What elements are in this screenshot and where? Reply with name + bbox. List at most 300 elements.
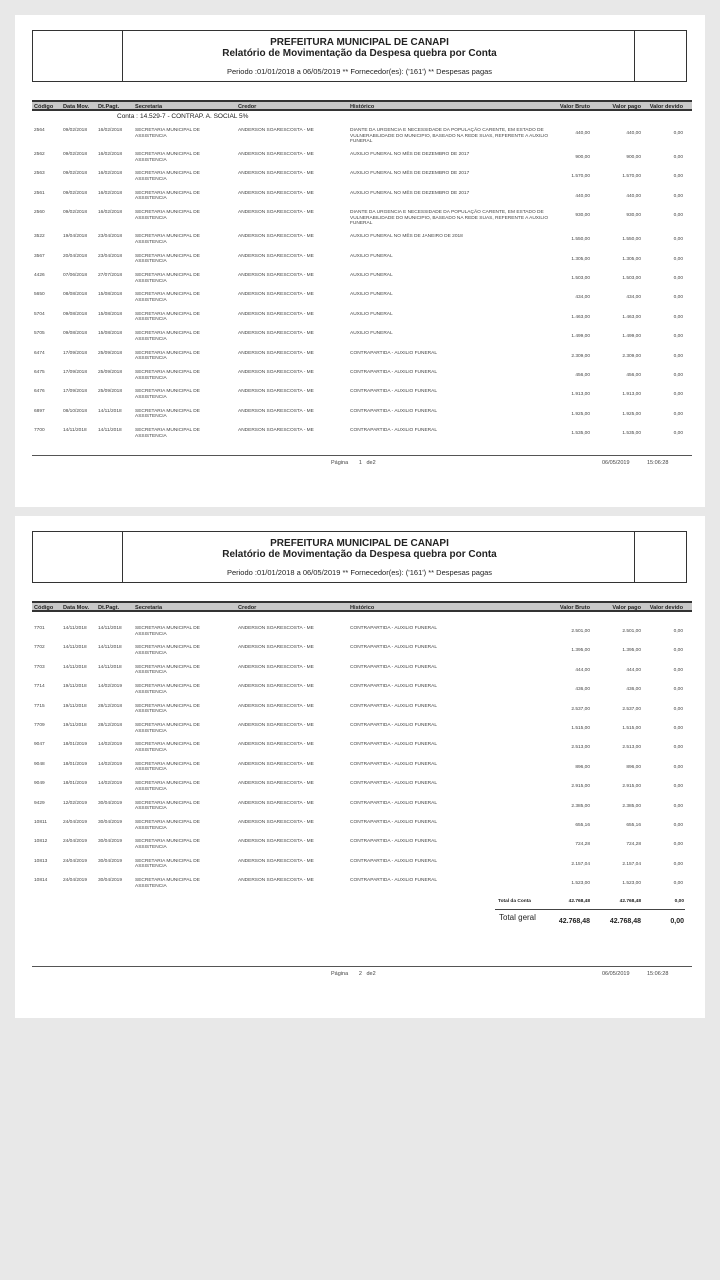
cell-dt-pagt: 16/02/2018 xyxy=(98,210,123,216)
table-row xyxy=(32,645,692,664)
cell-dt-pagt: 16/02/2018 xyxy=(98,152,123,157)
cell-dt-pagt: 14/02/2019 xyxy=(98,742,123,748)
cell-credor: ANDERSON SOARESCOSTA - ME xyxy=(238,626,314,631)
cell-credor: ANDERSON SOARESCOSTA - ME xyxy=(238,292,314,298)
table-row xyxy=(32,839,692,858)
total-conta-devido: 0,00 xyxy=(674,899,684,904)
cell-dt-pagt: 14/11/2018 xyxy=(98,664,122,670)
cell-codigo: 9048 xyxy=(34,761,45,767)
cell-credor: ANDERSON SOARESCOSTA - ME xyxy=(238,128,314,133)
cell-valor-bruto: 1.535,00 xyxy=(571,431,590,437)
cell-valor-bruto: 1.499,00 xyxy=(571,334,590,340)
cell-valor-devido: 0,00 xyxy=(673,372,683,378)
cell-dt-pagt: 30/04/2019 xyxy=(98,839,123,845)
total-conta-bruto: 42.768,48 xyxy=(568,899,590,904)
total-geral-bruto: 42.768,48 xyxy=(558,918,590,925)
cell-secretaria: SECRETARIA MUNICIPAL DE ASSISTENCIA xyxy=(135,234,200,245)
table-row xyxy=(32,312,692,331)
cell-secretaria: SECRETARIA MUNICIPAL DE ASSISTENCIA xyxy=(135,152,200,163)
cell-codigo: 3567 xyxy=(34,253,45,259)
cell-dt-pagt: 15/08/2018 xyxy=(98,292,123,298)
cell-historico: CONTRAPARTIDA - AUXILIO FUNERAL xyxy=(350,839,437,845)
table-row xyxy=(32,409,692,428)
table-body xyxy=(32,626,692,897)
cell-valor-bruto: 896,00 xyxy=(575,764,590,770)
cell-valor-devido: 0,00 xyxy=(673,822,683,828)
cell-data-mov: 24/04/2019 xyxy=(63,878,88,884)
cell-valor-pago: 436,00 xyxy=(626,687,641,693)
cell-secretaria: SECRETARIA MUNICIPAL DE ASSISTENCIA xyxy=(135,428,200,439)
cell-credor: ANDERSON SOARESCOSTA - ME xyxy=(238,703,314,709)
cell-codigo: 5704 xyxy=(34,311,45,317)
total-geral-label: Total geral xyxy=(499,913,536,922)
cell-valor-pago: 655,16 xyxy=(626,822,641,828)
cell-secretaria: SECRETARIA MUNICIPAL DE ASSISTENCIA xyxy=(135,781,200,792)
print-date: 06/05/2019 xyxy=(602,460,630,466)
cell-credor: ANDERSON SOARESCOSTA - ME xyxy=(238,389,314,395)
cell-credor: ANDERSON SOARESCOSTA - ME xyxy=(238,878,314,884)
cell-historico: DIANTE DA URGENCIA E NECESSIDADE DA POPULAÇÃO CARENTE, EM ESTADO DE VULNERABILIDADE DO MUNICIPIO, BASEADO NA REDE SUAS, REFERENTE A AUXILIO FUNERAL xyxy=(350,128,549,145)
cell-historico: CONTRAPARTIDA - AUXILIO FUNERAL xyxy=(350,761,437,767)
cell-valor-devido: 0,00 xyxy=(673,648,683,654)
cell-credor: ANDERSON SOARESCOSTA - ME xyxy=(238,839,314,845)
column-header-codigo: Código xyxy=(34,103,54,110)
cell-valor-pago: 440,00 xyxy=(626,193,641,199)
cell-valor-devido: 0,00 xyxy=(673,687,683,693)
cell-codigo: 9429 xyxy=(34,800,45,806)
cell-valor-bruto: 1.523,00 xyxy=(571,881,590,887)
cell-valor-bruto: 2.157,04 xyxy=(571,861,590,867)
cell-data-mov: 14/11/2018 xyxy=(63,428,87,434)
cell-data-mov: 09/02/2018 xyxy=(63,190,88,196)
cell-secretaria: SECRETARIA MUNICIPAL DE ASSISTENCIA xyxy=(135,742,200,753)
cell-secretaria: SECRETARIA MUNICIPAL DE ASSISTENCIA xyxy=(135,819,200,831)
cell-credor: ANDERSON SOARESCOSTA - ME xyxy=(238,210,314,216)
cell-data-mov: 19/11/2018 xyxy=(63,722,87,728)
cell-dt-pagt: 23/04/2018 xyxy=(98,253,123,259)
cell-historico: CONTRAPARTIDA - AUXILIO FUNERAL xyxy=(350,369,437,375)
column-header-codigo: Código xyxy=(34,604,54,611)
cell-secretaria: SECRETARIA MUNICIPAL DE ASSISTENCIA xyxy=(135,858,200,870)
cell-historico: CONTRAPARTIDA - AUXILIO FUNERAL xyxy=(350,645,437,651)
cell-credor: ANDERSON SOARESCOSTA - ME xyxy=(238,408,314,414)
cell-secretaria: SECRETARIA MUNICIPAL DE ASSISTENCIA xyxy=(135,703,200,715)
cell-valor-bruto: 1.305,00 xyxy=(571,256,590,262)
cell-codigo: 2561 xyxy=(34,190,45,196)
cell-dt-pagt: 23/04/2018 xyxy=(98,234,123,240)
cell-historico: CONTRAPARTIDA - AUXILIO FUNERAL xyxy=(350,389,437,395)
report-page-2 xyxy=(15,516,705,1018)
cell-valor-bruto: 2.501,00 xyxy=(571,629,590,634)
cell-dt-pagt: 16/02/2018 xyxy=(98,190,123,196)
cell-valor-bruto: 1.515,00 xyxy=(571,725,590,731)
cell-valor-devido: 0,00 xyxy=(673,784,683,790)
cell-credor: ANDERSON SOARESCOSTA - ME xyxy=(238,234,314,240)
cell-data-mov: 09/02/2018 xyxy=(63,171,88,177)
column-header-valor-devido: Valor devido xyxy=(649,103,683,110)
cell-historico: CONTRAPARTIDA - AUXILIO FUNERAL xyxy=(350,722,437,728)
cell-data-mov: 24/04/2019 xyxy=(63,858,88,864)
cell-valor-devido: 0,00 xyxy=(673,256,683,262)
table-row xyxy=(32,389,692,408)
cell-valor-pago: 1.523,00 xyxy=(622,881,641,887)
cell-valor-pago: 724,28 xyxy=(626,842,641,848)
cell-valor-devido: 0,00 xyxy=(673,667,683,673)
report-period: Periodo :01/01/2018 a 06/05/2019 ** Fornecedor(es): ('161') ** Despesas pagas xyxy=(226,568,493,577)
cell-valor-devido: 0,00 xyxy=(673,725,683,731)
cell-secretaria: SECRETARIA MUNICIPAL DE ASSISTENCIA xyxy=(135,684,200,695)
cell-valor-bruto: 655,16 xyxy=(575,822,590,828)
cell-dt-pagt: 27/07/2018 xyxy=(98,272,123,278)
cell-credor: ANDERSON SOARESCOSTA - ME xyxy=(238,272,314,278)
cell-codigo: 9047 xyxy=(34,742,45,748)
cell-dt-pagt: 14/02/2019 xyxy=(98,761,123,767)
cell-credor: ANDERSON SOARESCOSTA - ME xyxy=(238,311,314,317)
column-header-dt-pagt: Dt.Pagt. xyxy=(98,604,120,611)
cell-valor-pago: 1.925,00 xyxy=(622,411,641,417)
total-conta-pago: 42.768,48 xyxy=(619,899,641,904)
cell-data-mov: 09/08/2018 xyxy=(63,331,88,337)
cell-valor-devido: 0,00 xyxy=(673,881,683,887)
cell-credor: ANDERSON SOARESCOSTA - ME xyxy=(238,190,314,196)
table-header xyxy=(32,601,692,612)
cell-data-mov: 09/02/2018 xyxy=(63,210,88,216)
cell-valor-devido: 0,00 xyxy=(673,193,683,199)
cell-secretaria: SECRETARIA MUNICIPAL DE ASSISTENCIA xyxy=(135,722,200,734)
cell-data-mov: 14/11/2018 xyxy=(63,664,87,670)
cell-valor-devido: 0,00 xyxy=(673,745,683,751)
cell-codigo: 4426 xyxy=(34,272,45,278)
cell-historico: CONTRAPARTIDA - AUXILIO FUNERAL xyxy=(350,858,437,864)
cell-historico: AUXILIO FUNERAL NO MÊS DE JANEIRO DE 2018 xyxy=(350,234,463,240)
cell-secretaria: SECRETARIA MUNICIPAL DE ASSISTENCIA xyxy=(135,272,200,284)
cell-secretaria: SECRETARIA MUNICIPAL DE ASSISTENCIA xyxy=(135,210,200,221)
cell-secretaria: SECRETARIA MUNICIPAL DE ASSISTENCIA xyxy=(135,389,200,400)
cell-codigo: 7703 xyxy=(34,664,45,670)
cell-data-mov: 12/02/2019 xyxy=(63,800,88,806)
cell-valor-bruto: 440,00 xyxy=(575,193,590,199)
cell-secretaria: SECRETARIA MUNICIPAL DE ASSISTENCIA xyxy=(135,645,200,656)
column-header-credor: Credor xyxy=(238,604,257,611)
cell-valor-bruto: 2.513,00 xyxy=(571,745,590,751)
cell-dt-pagt: 25/09/2018 xyxy=(98,369,123,375)
table-row xyxy=(32,762,692,781)
cell-valor-devido: 0,00 xyxy=(673,213,683,219)
cell-valor-bruto: 1.503,00 xyxy=(571,275,590,281)
cell-data-mov: 08/10/2018 xyxy=(63,408,88,414)
cell-valor-bruto: 1.913,00 xyxy=(571,392,590,398)
cell-dt-pagt: 14/11/2018 xyxy=(98,626,122,631)
table-row xyxy=(32,254,692,273)
table-row xyxy=(32,351,692,370)
cell-dt-pagt: 14/11/2018 xyxy=(98,408,122,414)
cell-historico: CONTRAPARTIDA - AUXILIO FUNERAL xyxy=(350,428,437,434)
page-number: Página 1 de2 xyxy=(331,460,376,466)
cell-valor-pago: 1.499,00 xyxy=(622,334,641,340)
table-row xyxy=(32,704,692,723)
cell-codigo: 10814 xyxy=(34,878,48,884)
cell-codigo: 9049 xyxy=(34,781,45,787)
cell-valor-devido: 0,00 xyxy=(673,174,683,180)
cell-historico: CONTRAPARTIDA - AUXILIO FUNERAL xyxy=(350,684,437,690)
cell-valor-bruto: 724,28 xyxy=(575,842,590,848)
cell-data-mov: 09/02/2018 xyxy=(63,152,88,157)
cell-valor-pago: 2.513,00 xyxy=(622,745,641,751)
column-header-historico: Histórico xyxy=(350,604,375,611)
table-row xyxy=(32,171,692,190)
cell-codigo: 2563 xyxy=(34,171,45,177)
cell-valor-devido: 0,00 xyxy=(673,706,683,712)
report-header xyxy=(32,531,687,583)
table-row xyxy=(32,234,692,253)
column-header-valor-bruto: Valor Bruto xyxy=(559,103,590,110)
cell-valor-bruto: 436,00 xyxy=(575,687,590,693)
cell-data-mov: 19/11/2018 xyxy=(63,703,87,709)
table-header xyxy=(32,100,692,111)
cell-dt-pagt: 16/02/2018 xyxy=(98,171,123,177)
cell-valor-pago: 1.305,00 xyxy=(622,256,641,262)
cell-data-mov: 17/09/2018 xyxy=(63,350,88,356)
cell-historico: CONTRAPARTIDA - AUXILIO FUNERAL xyxy=(350,819,437,825)
cell-valor-bruto: 2.537,00 xyxy=(571,706,590,712)
cell-valor-pago: 900,00 xyxy=(626,155,641,160)
cell-valor-bruto: 444,00 xyxy=(575,667,590,673)
column-header-valor-bruto: Valor Bruto xyxy=(559,604,590,611)
table-row xyxy=(32,742,692,761)
column-header-secretaria: Secretaria xyxy=(135,103,163,110)
column-header-data-mov: Data Mov. xyxy=(63,604,90,611)
cell-historico: CONTRAPARTIDA - AUXILIO FUNERAL xyxy=(350,350,437,356)
cell-historico: AUXILIO FUNERAL NO MÊS DE DEZEMBRO DE 2017 xyxy=(350,152,470,157)
cell-valor-bruto: 1.395,00 xyxy=(571,648,590,654)
cell-data-mov: 07/06/2018 xyxy=(63,272,88,278)
cell-historico: CONTRAPARTIDA - AUXILIO FUNERAL xyxy=(350,408,437,414)
cell-credor: ANDERSON SOARESCOSTA - ME xyxy=(238,761,314,767)
cell-valor-pago: 930,00 xyxy=(626,213,641,219)
print-date: 06/05/2019 xyxy=(602,971,630,977)
cell-secretaria: SECRETARIA MUNICIPAL DE ASSISTENCIA xyxy=(135,253,200,265)
cell-credor: ANDERSON SOARESCOSTA - ME xyxy=(238,171,314,177)
cell-codigo: 2562 xyxy=(34,152,45,157)
cell-secretaria: SECRETARIA MUNICIPAL DE ASSISTENCIA xyxy=(135,839,200,850)
cell-valor-devido: 0,00 xyxy=(673,295,683,301)
cell-dt-pagt: 28/12/2018 xyxy=(98,703,123,709)
cell-data-mov: 09/08/2018 xyxy=(63,311,88,317)
cell-valor-pago: 1.463,00 xyxy=(622,314,641,320)
cell-data-mov: 18/01/2019 xyxy=(63,781,88,787)
cell-dt-pagt: 28/12/2018 xyxy=(98,722,123,728)
cell-dt-pagt: 16/02/2018 xyxy=(98,128,123,133)
cell-valor-pago: 2.385,00 xyxy=(622,803,641,809)
cell-credor: ANDERSON SOARESCOSTA - ME xyxy=(238,253,314,259)
report-page-1 xyxy=(15,15,705,507)
cell-historico: AUXILIO FUNERAL xyxy=(350,253,393,259)
table-row xyxy=(32,331,692,350)
cell-secretaria: SECRETARIA MUNICIPAL DE ASSISTENCIA xyxy=(135,800,200,812)
column-header-secretaria: Secretaria xyxy=(135,604,163,611)
cell-historico: AUXILIO FUNERAL xyxy=(350,311,393,317)
cell-historico: DIANTE DA URGENCIA E NECESSIDADE DA POPULAÇÃO CARENTE, EM ESTADO DE VULNERABILIDADE DO MUNICIPIO, BASEADO NA REDE SUAS, REFERENTE A AUXILIO FUNERAL xyxy=(350,210,549,227)
total-geral-devido: 0,00 xyxy=(670,918,684,925)
cell-credor: ANDERSON SOARESCOSTA - ME xyxy=(238,664,314,670)
cell-valor-bruto: 2.385,00 xyxy=(571,803,590,809)
cell-historico: CONTRAPARTIDA - AUXILIO FUNERAL xyxy=(350,626,437,631)
org-name: PREFEITURA MUNICIPAL DE CANAPI xyxy=(270,538,449,549)
cell-data-mov: 18/01/2019 xyxy=(63,742,88,748)
cell-valor-bruto: 1.550,00 xyxy=(571,237,590,243)
conta-label: Conta : xyxy=(117,113,138,120)
cell-codigo: 3522 xyxy=(34,234,45,240)
total-geral-pago: 42.768,48 xyxy=(609,918,641,925)
report-title: Relatório de Movimentação da Despesa quebra por Conta xyxy=(222,549,497,560)
cell-valor-devido: 0,00 xyxy=(673,842,683,848)
cell-valor-devido: 0,00 xyxy=(673,275,683,281)
cell-codigo: 10812 xyxy=(34,839,48,845)
cell-data-mov: 24/04/2019 xyxy=(63,819,88,825)
cell-valor-pago: 1.535,00 xyxy=(622,431,641,437)
cell-valor-devido: 0,00 xyxy=(673,353,683,359)
cell-data-mov: 17/09/2018 xyxy=(63,389,88,395)
cell-valor-pago: 1.515,00 xyxy=(622,725,641,731)
table-row xyxy=(32,210,692,234)
cell-dt-pagt: 15/08/2018 xyxy=(98,311,123,317)
cell-secretaria: SECRETARIA MUNICIPAL DE ASSISTENCIA xyxy=(135,292,200,303)
cell-historico: CONTRAPARTIDA - AUXILIO FUNERAL xyxy=(350,800,437,806)
cell-codigo: 7715 xyxy=(34,703,45,709)
cell-valor-pago: 1.503,00 xyxy=(622,275,641,281)
cell-valor-bruto: 1.463,00 xyxy=(571,314,590,320)
cell-data-mov: 19/04/2018 xyxy=(63,234,88,240)
cell-valor-devido: 0,00 xyxy=(673,334,683,340)
cell-valor-devido: 0,00 xyxy=(673,629,683,634)
cell-valor-pago: 1.550,00 xyxy=(622,237,641,243)
cell-valor-devido: 0,00 xyxy=(673,411,683,417)
total-conta-label: Total da Conta xyxy=(498,899,531,904)
cell-codigo: 2564 xyxy=(34,128,45,133)
cell-codigo: 7701 xyxy=(34,626,45,631)
cell-historico: CONTRAPARTIDA - AUXILIO FUNERAL xyxy=(350,878,437,884)
cell-valor-bruto: 900,00 xyxy=(575,155,590,160)
cell-data-mov: 19/11/2018 xyxy=(63,684,87,690)
cell-valor-devido: 0,00 xyxy=(673,131,683,136)
table-body xyxy=(32,128,692,447)
cell-valor-bruto: 2.309,00 xyxy=(571,353,590,359)
cell-valor-pago: 1.913,00 xyxy=(622,392,641,398)
table-row xyxy=(32,859,692,878)
cell-valor-bruto: 456,00 xyxy=(575,372,590,378)
cell-data-mov: 14/11/2018 xyxy=(63,626,87,631)
cell-valor-pago: 440,00 xyxy=(626,131,641,136)
cell-credor: ANDERSON SOARESCOSTA - ME xyxy=(238,350,314,356)
cell-dt-pagt: 30/04/2019 xyxy=(98,800,123,806)
cell-credor: ANDERSON SOARESCOSTA - ME xyxy=(238,800,314,806)
cell-valor-pago: 1.395,00 xyxy=(622,648,641,654)
cell-dt-pagt: 14/02/2019 xyxy=(98,781,123,787)
table-row xyxy=(32,152,692,171)
cell-valor-pago: 2.157,04 xyxy=(622,861,641,867)
cell-historico: AUXILIO FUNERAL NO MÊS DE DEZEMBRO DE 2017 xyxy=(350,171,470,177)
cell-codigo: 6897 xyxy=(34,408,45,414)
table-row xyxy=(32,781,692,800)
cell-secretaria: SECRETARIA MUNICIPAL DE ASSISTENCIA xyxy=(135,878,200,889)
table-row xyxy=(32,684,692,703)
org-name: PREFEITURA MUNICIPAL DE CANAPI xyxy=(270,37,449,48)
table-row xyxy=(32,878,692,897)
table-row xyxy=(32,292,692,311)
cell-dt-pagt: 25/09/2018 xyxy=(98,350,123,356)
table-row xyxy=(32,128,692,152)
cell-data-mov: 18/01/2019 xyxy=(63,761,88,767)
cell-secretaria: SECRETARIA MUNICIPAL DE ASSISTENCIA xyxy=(135,331,200,342)
cell-dt-pagt: 25/09/2018 xyxy=(98,389,123,395)
cell-credor: ANDERSON SOARESCOSTA - ME xyxy=(238,152,314,157)
cell-historico: CONTRAPARTIDA - AUXILIO FUNERAL xyxy=(350,703,437,709)
page-number: Página 2 de2 xyxy=(331,971,376,977)
table-row xyxy=(32,428,692,447)
cell-credor: ANDERSON SOARESCOSTA - ME xyxy=(238,369,314,375)
column-header-valor-pago: Valor pago xyxy=(612,103,641,110)
cell-valor-pago: 444,00 xyxy=(626,667,641,673)
cell-secretaria: SECRETARIA MUNICIPAL DE ASSISTENCIA xyxy=(135,369,200,381)
cell-secretaria: SECRETARIA MUNICIPAL DE ASSISTENCIA xyxy=(135,350,200,362)
cell-valor-pago: 896,00 xyxy=(626,764,641,770)
cell-codigo: 6474 xyxy=(34,350,45,356)
cell-valor-devido: 0,00 xyxy=(673,155,683,160)
cell-data-mov: 24/04/2019 xyxy=(63,839,88,845)
cell-dt-pagt: 30/04/2019 xyxy=(98,858,123,864)
cell-credor: ANDERSON SOARESCOSTA - ME xyxy=(238,428,314,434)
cell-valor-devido: 0,00 xyxy=(673,314,683,320)
cell-valor-bruto: 1.925,00 xyxy=(571,411,590,417)
cell-codigo: 7709 xyxy=(34,722,45,728)
cell-valor-bruto: 930,00 xyxy=(575,213,590,219)
cell-codigo: 6476 xyxy=(34,389,45,395)
cell-valor-devido: 0,00 xyxy=(673,392,683,398)
cell-valor-pago: 2.915,00 xyxy=(622,784,641,790)
cell-dt-pagt: 30/04/2019 xyxy=(98,878,123,884)
cell-valor-pago: 456,00 xyxy=(626,372,641,378)
cell-credor: ANDERSON SOARESCOSTA - ME xyxy=(238,742,314,748)
cell-historico: AUXILIO FUNERAL xyxy=(350,272,393,278)
cell-credor: ANDERSON SOARESCOSTA - ME xyxy=(238,819,314,825)
cell-valor-devido: 0,00 xyxy=(673,861,683,867)
cell-dt-pagt: 14/02/2019 xyxy=(98,684,123,690)
cell-data-mov: 08/08/2018 xyxy=(63,292,88,298)
cell-historico: AUXILIO FUNERAL xyxy=(350,292,393,298)
table-row xyxy=(32,191,692,210)
cell-secretaria: SECRETARIA MUNICIPAL DE ASSISTENCIA xyxy=(135,664,200,676)
cell-valor-bruto: 440,00 xyxy=(575,131,590,136)
cell-data-mov: 20/04/2018 xyxy=(63,253,88,259)
cell-credor: ANDERSON SOARESCOSTA - ME xyxy=(238,331,314,337)
cell-codigo: 7714 xyxy=(34,684,45,690)
cell-credor: ANDERSON SOARESCOSTA - ME xyxy=(238,645,314,651)
report-title: Relatório de Movimentação da Despesa quebra por Conta xyxy=(222,48,497,59)
cell-valor-pago: 1.570,00 xyxy=(622,174,641,180)
table-row xyxy=(32,820,692,839)
cell-codigo: 2560 xyxy=(34,210,45,216)
table-row xyxy=(32,723,692,742)
cell-valor-bruto: 2.915,00 xyxy=(571,784,590,790)
cell-data-mov: 14/11/2018 xyxy=(63,645,87,651)
report-header xyxy=(32,30,687,82)
cell-codigo: 10813 xyxy=(34,858,48,864)
conta-value: 14.529-7 - CONTRAP. A. SOCIAL 5% xyxy=(140,113,249,120)
cell-dt-pagt: 15/08/2018 xyxy=(98,331,123,337)
cell-secretaria: SECRETARIA MUNICIPAL DE ASSISTENCIA xyxy=(135,171,200,182)
cell-codigo: 5705 xyxy=(34,331,45,337)
column-header-data-mov: Data Mov. xyxy=(63,103,90,110)
